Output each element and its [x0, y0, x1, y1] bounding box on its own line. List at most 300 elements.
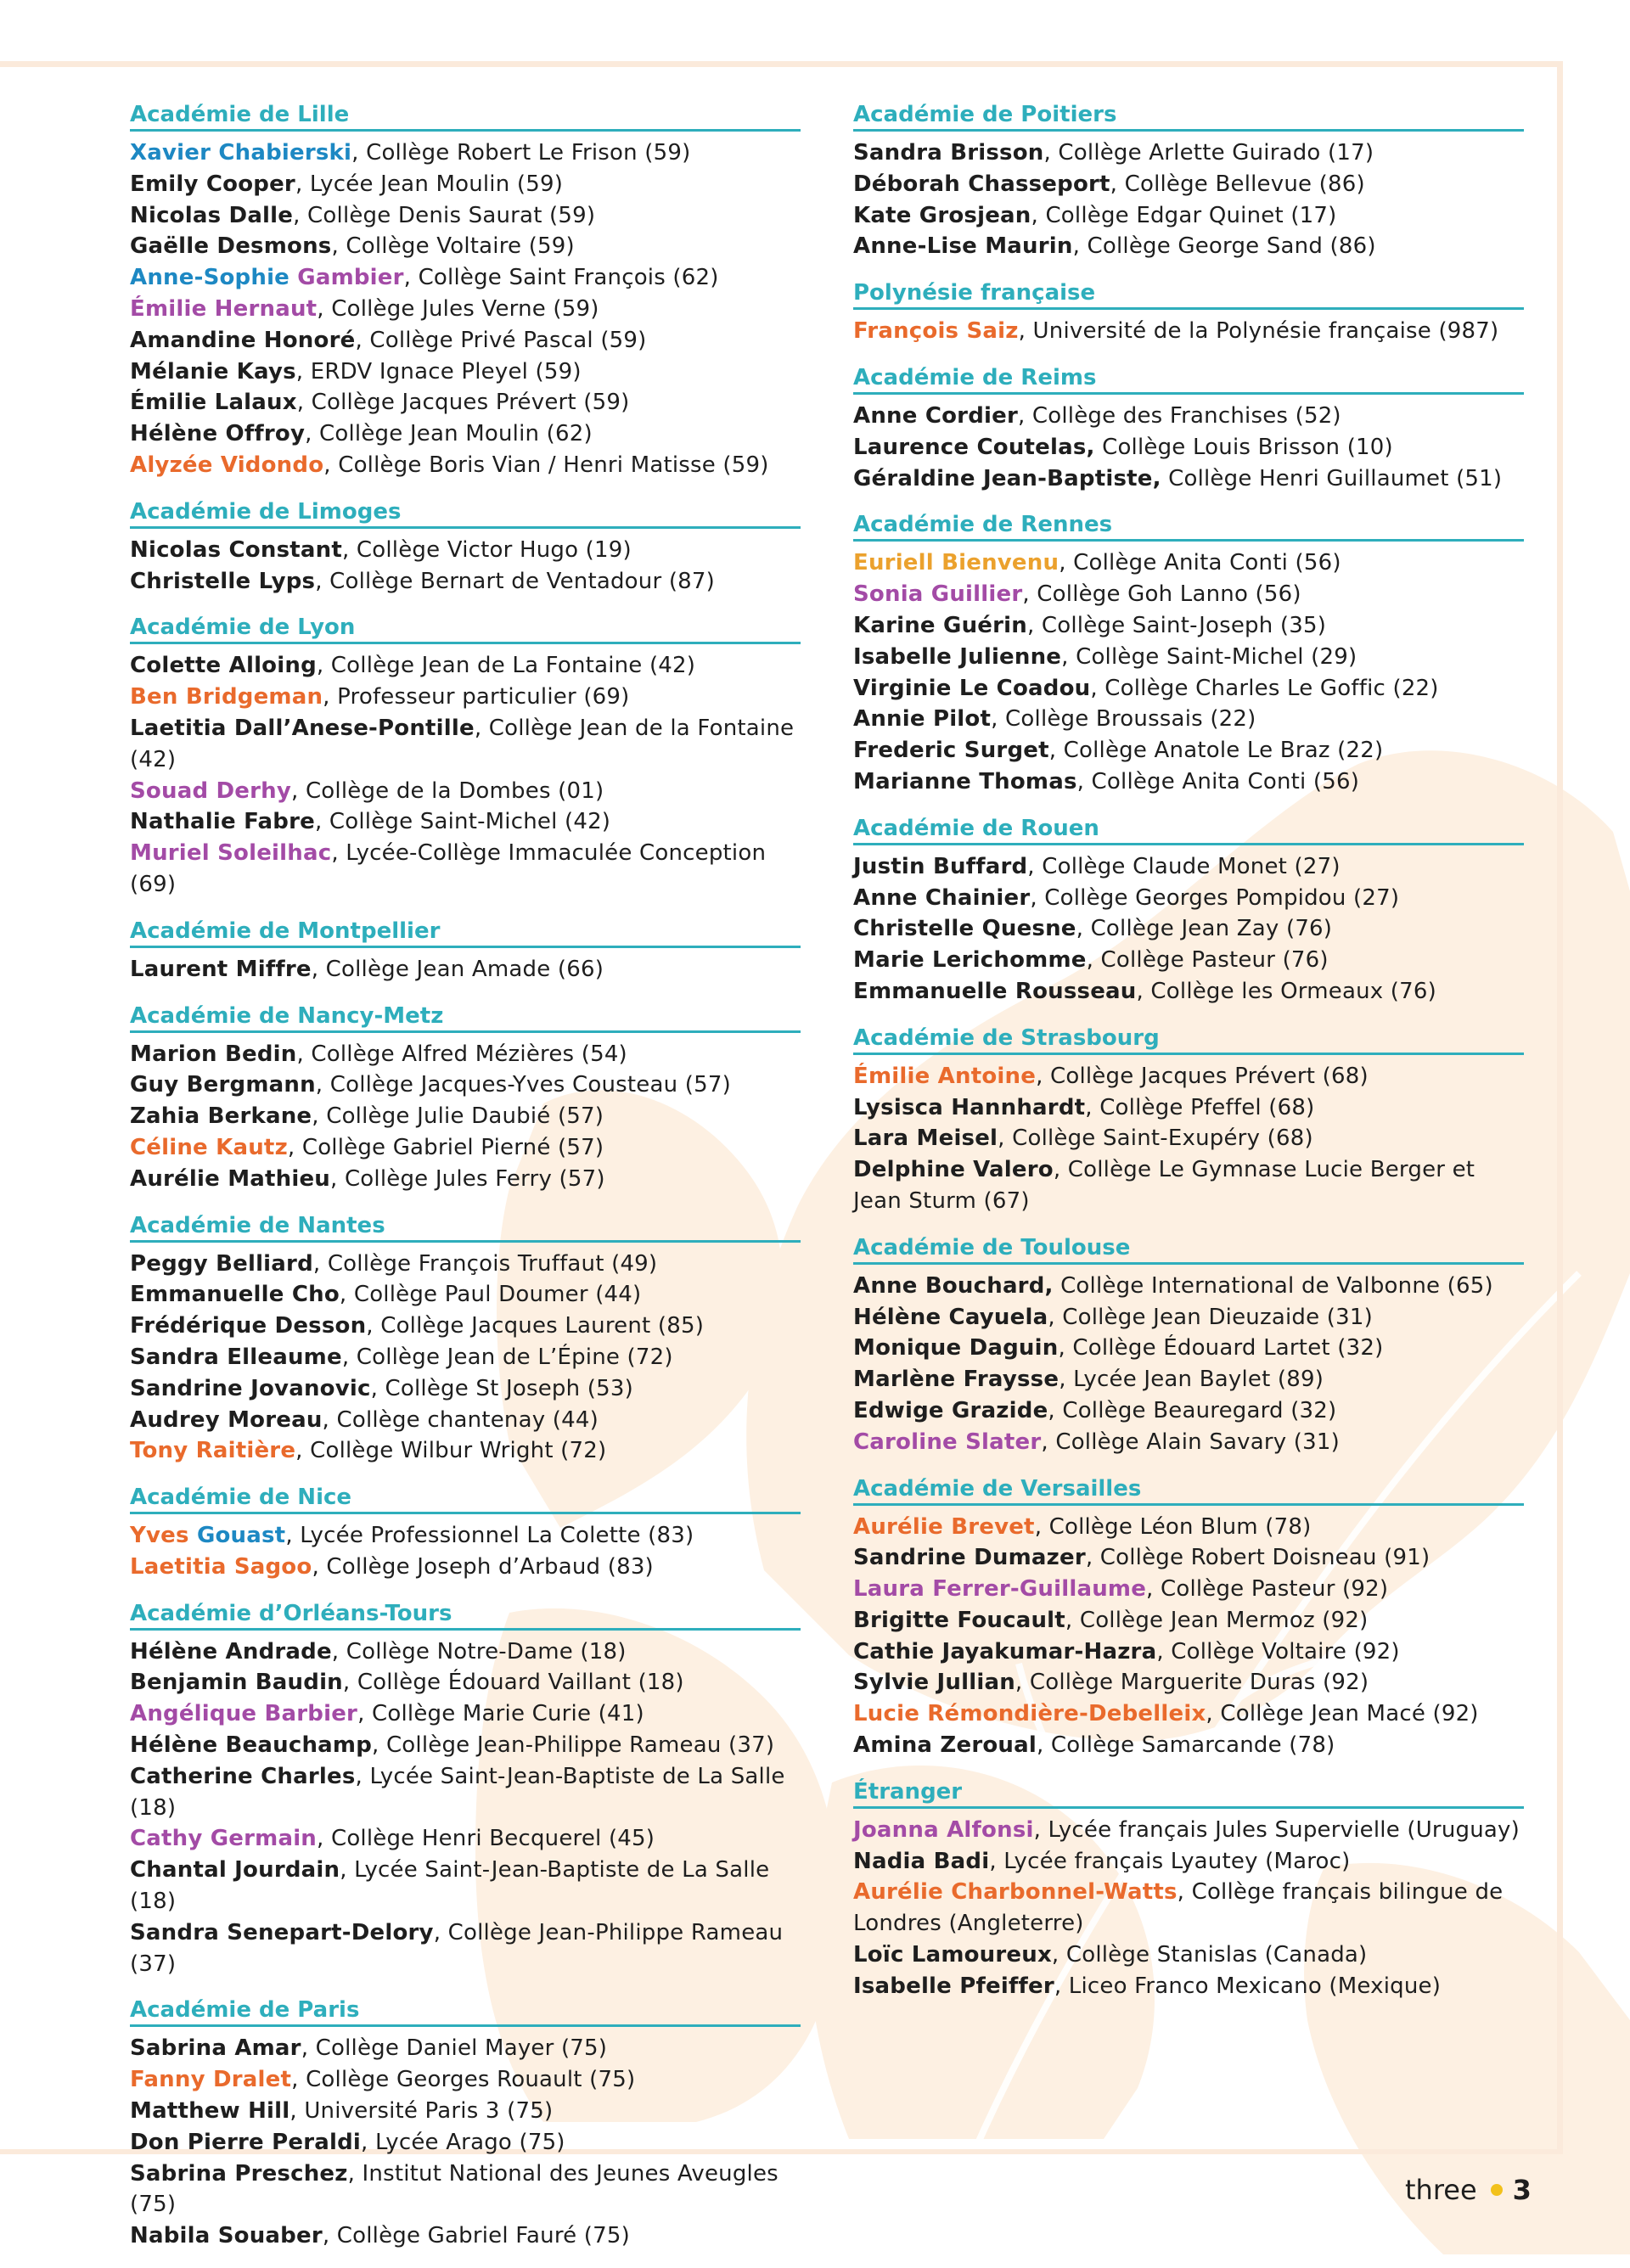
contributor-entry	[130, 1636, 801, 1668]
contributor-entry	[853, 1302, 1524, 1333]
section-title: Académie de Nice	[130, 1483, 801, 1514]
contributor-institution: , Collège Bernart de Ventadour (87)	[315, 568, 715, 594]
contributor-institution: , Institut National des Jeunes Aveugles (75)	[130, 2160, 778, 2218]
contributor-name: Gambier	[297, 265, 404, 291]
contributor-institution: , Collège Édouard Lartet (32)	[1058, 1335, 1384, 1361]
contributor-institution: , Collège Goh Lanno (56)	[1022, 581, 1301, 608]
contributor-name: Laura Ferrer-Guillaume	[853, 1576, 1147, 1603]
contributor-name: Zahia Berkane	[130, 1103, 312, 1130]
contributor-institution: , Collège Pasteur (76)	[1086, 947, 1329, 974]
contributor-name: Frédérique Desson	[130, 1313, 367, 1339]
contributor-institution: , Collège Anita Conti (56)	[1059, 550, 1341, 576]
contributor-entry	[130, 2096, 801, 2127]
contributor-entry	[130, 954, 801, 985]
contributor-entry	[130, 231, 801, 262]
contributor-entry	[853, 579, 1524, 610]
contributor-institution: Collège International de Valbonne (65)	[1053, 1272, 1493, 1299]
contributor-institution: , Collège Jean-Philippe Rameau (37)	[372, 1732, 775, 1759]
contributor-name: Cathy Germain	[130, 1826, 318, 1852]
section-title: Académie de Lyon	[130, 613, 801, 644]
contributor-institution: , Collège Saint François (62)	[403, 265, 719, 291]
page-footer	[1405, 2173, 1532, 2207]
contributor-name: Ben Bridgeman	[130, 684, 323, 710]
contributor-entry	[130, 169, 801, 200]
contributor-name: Nicolas Constant	[130, 536, 342, 563]
contributor-institution: , Collège Jean Amade (66)	[311, 956, 604, 982]
contributor-name: Edwige Grazide	[853, 1397, 1048, 1423]
academy-section	[130, 497, 801, 598]
contributor-entry	[130, 2064, 801, 2096]
contributor-name: Emmanuelle Rousseau	[853, 978, 1137, 1004]
academy-section	[853, 278, 1524, 347]
contributor-name: Nicolas Dalle	[130, 202, 294, 228]
contributor-name: Amina Zeroual	[853, 1732, 1037, 1759]
contributor-institution: , Collège Privé Pascal (59)	[355, 327, 647, 353]
contributor-entry	[853, 945, 1524, 976]
contributor-institution: , Lycée Saint-Jean-Baptiste de La Salle (18)	[130, 1763, 785, 1821]
contributor-institution: , Collège Charles Le Goffic (22)	[1090, 675, 1439, 701]
contributor-name: Benjamin Baudin	[130, 1670, 343, 1696]
contributor-name: Sandra Brisson	[853, 140, 1044, 166]
contributor-name: Virginie Le Coadou	[853, 675, 1091, 701]
contributor-name: Anne-Lise Maurin	[853, 233, 1073, 260]
contributor-name: Anne Cordier	[853, 402, 1018, 429]
section-title: Académie de Strasbourg	[853, 1024, 1524, 1055]
contributor-name: Marlène Fraysse	[853, 1367, 1060, 1393]
contributor-institution: , Liceo Franco Mexicano (Mexique)	[1054, 1973, 1442, 1999]
contributor-name: Angélique Barbier	[130, 1701, 358, 1727]
contributor-institution: , Collège François Truffaut (49)	[312, 1250, 658, 1277]
contributor-name: Christelle Quesne	[853, 916, 1076, 942]
contributor-entry	[853, 1605, 1524, 1636]
contributor-entry	[853, 1092, 1524, 1124]
section-title: Académie de Reims	[853, 363, 1524, 395]
contributor-institution: , Collège Stanislas (Canada)	[1051, 1942, 1368, 1968]
contributor-name: Émilie Lalaux	[130, 390, 297, 416]
contributor-institution: , Collège des Franchises (52)	[1017, 402, 1341, 429]
contributor-entry	[853, 547, 1524, 579]
section-title: Académie de Rouen	[853, 814, 1524, 845]
contributor-entry	[853, 766, 1524, 798]
contributor-name: Emily Cooper	[130, 171, 295, 197]
contributor-entry	[853, 1154, 1524, 1217]
contributor-name: Laurence Coutelas,	[853, 434, 1095, 460]
contributor-entry	[130, 535, 801, 566]
contributor-name: Lara Meisel	[853, 1126, 998, 1152]
contributor-institution: , Lycée Jean Baylet (89)	[1059, 1367, 1324, 1393]
contributor-institution: , Collège français bilingue de Londres (Angleterre)	[853, 1879, 1504, 1937]
academy-section	[853, 1024, 1524, 1217]
academy-section	[130, 1483, 801, 1583]
contributor-institution: , Collège Bellevue (86)	[1110, 171, 1365, 197]
contributor-entry	[853, 883, 1524, 914]
contributor-name: Aurélie Brevet	[853, 1513, 1035, 1540]
contributor-entry	[130, 1249, 801, 1280]
contributor-entry	[130, 1667, 801, 1698]
contributor-institution: , Collège Denis Saurat (59)	[293, 202, 596, 228]
contributor-institution: , Collège St Joseph (53)	[370, 1375, 633, 1401]
contributor-institution: , Collège Boris Vian / Henri Matisse (59)	[323, 452, 769, 478]
contributor-entry	[130, 450, 801, 481]
contributor-entry	[853, 851, 1524, 883]
contributor-name: Aurélie Charbonnel-Watts	[853, 1879, 1178, 1906]
contributor-name: Don Pierre Peraldi	[130, 2129, 362, 2155]
contributor-name: Isabelle Julienne	[853, 643, 1062, 670]
section-title: Académie d’Orléans-Tours	[130, 1599, 801, 1631]
contributor-entry	[130, 1730, 801, 1761]
contributor-entry	[853, 231, 1524, 262]
contributor-entry	[853, 704, 1524, 735]
contributor-name: Marie Lerichomme	[853, 947, 1087, 974]
section-title: Académie de Nantes	[130, 1211, 801, 1243]
contributor-name: Laurent Miffre	[130, 956, 312, 982]
contributor-name: Laetitia Dall’Anese-Pontille	[130, 715, 475, 741]
contributor-entry	[853, 735, 1524, 766]
contributor-institution: , Collège Julie Daubié (57)	[312, 1103, 604, 1130]
contributor-name: Souad Derhy	[130, 778, 292, 804]
contributor-name: Kate Grosjean	[853, 202, 1031, 228]
contributor-name: Déborah Chasseport	[853, 171, 1110, 197]
contributor-name: Émilie Antoine	[853, 1063, 1037, 1089]
academy-section	[853, 1474, 1524, 1761]
contributor-name: Justin Buffard	[853, 853, 1028, 879]
contributor-institution: , Collège Le Gymnase Lucie Berger et Jean Sturm (67)	[853, 1157, 1475, 1214]
section-title: Académie de Rennes	[853, 510, 1524, 542]
contributor-entry	[130, 1101, 801, 1132]
contributor-institution: Collège Louis Brisson (10)	[1094, 434, 1393, 460]
contributor-entry	[130, 1342, 801, 1373]
section-title: Académie de Limoges	[130, 497, 801, 529]
contributor-name: Peggy Belliard	[130, 1250, 313, 1277]
academy-section	[130, 1996, 801, 2252]
contributor-entry	[130, 1855, 801, 1917]
contributor-name: Gouast	[196, 1523, 286, 1549]
contributor-entry	[130, 2220, 801, 2252]
academy-section	[130, 917, 801, 985]
contributor-institution: , Collège Joseph d’Arbaud (83)	[312, 1553, 654, 1580]
contributor-entry	[853, 1271, 1524, 1302]
contributor-institution: Collège Henri Guillaumet (51)	[1161, 465, 1503, 491]
contributor-name: Gaëlle Desmons	[130, 233, 332, 260]
contributor-entry	[130, 1917, 801, 1980]
contributor-institution: , Collège Robert Doisneau (91)	[1085, 1545, 1430, 1571]
section-title: Académie de Versailles	[853, 1474, 1524, 1506]
contributor-institution: , Collège Georges Pompidou (27)	[1030, 884, 1400, 911]
contributor-institution: , Collège Henri Becquerel (45)	[317, 1826, 655, 1852]
contributor-name: Lysisca Hannhardt	[853, 1094, 1086, 1120]
contributor-name: Audrey Moreau	[130, 1406, 323, 1433]
contributor-entry	[853, 463, 1524, 495]
contributor-entry	[130, 2159, 801, 2221]
contributor-entry	[853, 1061, 1524, 1092]
academy-section	[130, 1211, 801, 1468]
contributor-name: Anne-Sophie	[130, 265, 298, 291]
contributor-institution: , Collège Léon Blum (78)	[1034, 1513, 1312, 1540]
contributor-entry	[853, 1846, 1524, 1878]
contributor-institution: , Collège Jules Ferry (57)	[330, 1165, 605, 1192]
contributor-institution: , Collège George Sand (86)	[1072, 233, 1376, 260]
contributor-name: Mélanie Kays	[130, 358, 296, 385]
contributor-institution: , Collège Jules Verne (59)	[317, 295, 599, 322]
contributor-entry	[130, 776, 801, 807]
contributor-name: Sandra Elleaume	[130, 1344, 342, 1370]
contributor-institution: , Collège Jean Macé (92)	[1206, 1701, 1479, 1727]
contributor-name: Hélène Offroy	[130, 421, 306, 447]
contributor-name: Joanna Alfonsi	[853, 1816, 1034, 1843]
contributor-name: Sandrine Dumazer	[853, 1545, 1086, 1571]
footer-dot-icon	[1491, 2184, 1503, 2196]
section-title: Académie de Nancy-Metz	[130, 1002, 801, 1033]
academy-section	[853, 814, 1524, 1008]
contributor-name: Annie Pilot	[853, 706, 992, 733]
contributor-entry	[853, 1123, 1524, 1154]
academy-section	[130, 613, 801, 900]
contributor-institution: , Collège Alain Savary (31)	[1041, 1429, 1340, 1455]
contributor-entry	[130, 1520, 801, 1552]
academy-section	[853, 363, 1524, 494]
contributor-entry	[130, 1552, 801, 1583]
contributor-institution: , Collège Jean Moulin (62)	[305, 421, 593, 447]
contributor-name: Amandine Honoré	[130, 327, 356, 353]
contributor-institution: , Collège Anatole Le Braz (22)	[1048, 738, 1384, 764]
contributor-entry	[853, 976, 1524, 1008]
contributor-entry	[853, 1730, 1524, 1761]
contributor-name: Isabelle Pfeiffer	[853, 1973, 1054, 1999]
contributor-institution: , Collège Gabriel Pierné (57)	[287, 1134, 604, 1160]
contributor-institution: , Collège Arlette Guirado (17)	[1043, 140, 1374, 166]
contributor-institution: , Lycée français Jules Supervielle (Uruguay)	[1033, 1816, 1520, 1843]
contributor-entry	[853, 200, 1524, 232]
academy-section	[130, 100, 801, 481]
section-title: Polynésie française	[853, 278, 1524, 310]
contributor-institution: , Collège Marie Curie (41)	[357, 1701, 644, 1727]
contributor-entry	[853, 1940, 1524, 1971]
contributor-name: Hélène Andrade	[130, 1638, 332, 1665]
section-title: Académie de Toulouse	[853, 1233, 1524, 1265]
contributor-name: Monique Daguin	[853, 1335, 1059, 1361]
contributor-entry	[130, 1698, 801, 1730]
contributor-name: Alyzée Vidondo	[130, 452, 324, 478]
contributor-institution: , Collège Jean Zay (76)	[1076, 916, 1333, 942]
contributor-entry	[853, 1542, 1524, 1574]
contributor-institution: , Collège Victor Hugo (19)	[341, 536, 632, 563]
contributor-institution: , Collège Broussais (22)	[991, 706, 1256, 733]
contributor-institution: , Collège Jean de La Fontaine (42)	[316, 653, 696, 679]
contributor-name: Delphine Valero	[853, 1157, 1054, 1183]
contributor-institution: , Collège de la Dombes (01)	[291, 778, 604, 804]
contributor-name: Caroline Slater	[853, 1429, 1042, 1455]
contributor-entry	[853, 1815, 1524, 1846]
contributor-entry	[853, 432, 1524, 463]
contributor-entry	[130, 806, 801, 838]
contributor-name: Muriel Soleilhac	[130, 840, 332, 867]
contributor-entry	[130, 138, 801, 169]
contributor-institution: , Collège Beauregard (32)	[1048, 1397, 1337, 1423]
contributor-entry	[853, 642, 1524, 673]
contributor-name: Marion Bedin	[130, 1041, 297, 1067]
section-title: Académie de Lille	[130, 100, 801, 132]
contributor-name: Sonia Guillier	[853, 581, 1023, 608]
contributor-institution: , ERDV Ignace Pleyel (59)	[295, 358, 582, 385]
contributor-entry	[130, 1132, 801, 1164]
contributor-name: Nadia Badi	[853, 1848, 990, 1874]
contributor-name: Hélène Beauchamp	[130, 1732, 373, 1759]
contributor-institution: , Collège Jacques Prévert (68)	[1036, 1063, 1369, 1089]
contributor-institution: , Collège Voltaire (92)	[1156, 1638, 1400, 1665]
contributor-name: Géraldine Jean-Baptiste,	[853, 465, 1161, 491]
contributor-institution: , Collège Gabriel Fauré (75)	[322, 2223, 630, 2249]
contributor-entry	[853, 1698, 1524, 1730]
page-frame-right	[1557, 61, 1563, 2154]
contributor-entry	[130, 1435, 801, 1467]
contributor-entry	[130, 713, 801, 776]
contributor-entry	[853, 1667, 1524, 1698]
contributor-institution: , Collège Édouard Vaillant (18)	[342, 1670, 684, 1696]
contributor-name: François Saiz	[853, 318, 1019, 345]
contributor-institution: , Collège Jean de L’Épine (72)	[341, 1344, 673, 1370]
contributor-name: Colette Alloing	[130, 653, 317, 679]
section-title: Académie de Montpellier	[130, 917, 801, 948]
contributor-entry	[853, 1512, 1524, 1543]
section-title: Étranger	[853, 1777, 1524, 1809]
contributor-name: Sabrina Amar	[130, 2035, 301, 2062]
contributor-entry	[130, 1069, 801, 1101]
contributor-name: Anne Chainier	[853, 884, 1031, 911]
contributor-name: Émilie Hernaut	[130, 295, 318, 322]
contributor-name: Karine Guérin	[853, 612, 1027, 638]
right-column	[853, 100, 1524, 2018]
contributor-entry	[853, 1574, 1524, 1605]
contributor-institution: , Collège les Ormeaux (76)	[1136, 978, 1436, 1004]
contributor-institution: , Lycée-Collège Immaculée Conception (69)	[130, 840, 767, 897]
contributor-name: Fanny Dralet	[130, 2067, 292, 2093]
contributor-institution: , Collège Jean Mermoz (92)	[1065, 1607, 1369, 1633]
contributor-name: Tony Raitière	[130, 1438, 296, 1464]
contributor-entry	[853, 1333, 1524, 1364]
contributor-institution: , Collège Marguerite Duras (92)	[1015, 1670, 1369, 1696]
contributor-institution: , Collège Saint-Exupéry (68)	[998, 1126, 1313, 1152]
contributor-institution: , Collège Claude Monet (27)	[1027, 853, 1341, 879]
contributor-entry	[853, 1427, 1524, 1458]
contributor-entry	[130, 418, 801, 450]
footer-label: three	[1405, 2174, 1477, 2206]
contributor-institution: , Collège Anita Conti (56)	[1076, 768, 1360, 794]
contributor-entry	[130, 325, 801, 356]
contributor-entry	[130, 1823, 801, 1855]
contributor-entry	[853, 169, 1524, 200]
contributor-name: Guy Bergmann	[130, 1072, 316, 1098]
contributor-institution: , Collège Jean Dieuzaide (31)	[1048, 1304, 1373, 1330]
contributor-institution: , Collège Jean-Philippe Rameau (37)	[130, 1919, 784, 1977]
contributor-institution: , Collège Edgar Quinet (17)	[1031, 202, 1337, 228]
academy-section	[853, 1777, 1524, 2002]
contributor-entry	[130, 1311, 801, 1342]
contributor-name: Yves	[130, 1523, 197, 1549]
contributor-name: Aurélie Mathieu	[130, 1165, 331, 1192]
contributor-entry	[853, 401, 1524, 432]
contributor-name: Anne Bouchard,	[853, 1272, 1054, 1299]
contributor-institution: , Collège Alfred Mézières (54)	[296, 1041, 627, 1067]
contributor-entry	[130, 650, 801, 682]
contributor-name: Hélène Cayuela	[853, 1304, 1048, 1330]
contributor-entry	[130, 2033, 801, 2064]
contributor-name: Chantal Jourdain	[130, 1857, 340, 1883]
contributor-institution: , Collège Notre-Dame (18)	[331, 1638, 627, 1665]
contributor-entry	[130, 387, 801, 418]
contributor-institution: , Collège Voltaire (59)	[331, 233, 575, 260]
contributor-institution: , Lycée français Lyautey (Maroc)	[989, 1848, 1351, 1874]
left-column	[130, 100, 801, 2268]
contributor-name: Lucie Rémondière-Debelleix	[853, 1701, 1206, 1727]
contributor-entry	[853, 138, 1524, 169]
contributor-entry	[130, 566, 801, 598]
contributor-institution: , Collège Jacques Laurent (85)	[366, 1313, 705, 1339]
contributor-institution: , Collège Pasteur (92)	[1146, 1576, 1389, 1603]
academy-section	[130, 1002, 801, 1195]
contributor-institution: , Lycée Saint-Jean-Baptiste de La Salle (18)	[130, 1857, 770, 1915]
contributor-institution: , Lycée Jean Moulin (59)	[295, 171, 564, 197]
contributor-name: Sabrina Preschez	[130, 2160, 348, 2187]
contributor-entry	[130, 2127, 801, 2159]
contributor-institution: , Collège Wilbur Wright (72)	[295, 1438, 607, 1464]
contributor-entry	[853, 1971, 1524, 2002]
contributor-name: Céline Kautz	[130, 1134, 288, 1160]
contributor-entry	[853, 316, 1524, 347]
contributor-entry	[853, 1877, 1524, 1940]
contributor-institution: , Collège Saint-Joseph (35)	[1026, 612, 1327, 638]
contributor-entry	[130, 838, 801, 901]
contributor-entry	[130, 1039, 801, 1070]
contributor-name: Sandra Senepart-Delory	[130, 1919, 434, 1945]
contributor-institution: , Collège Daniel Mayer (75)	[301, 2035, 608, 2062]
contributor-institution: , Lycée Arago (75)	[361, 2129, 565, 2155]
contributor-entry	[130, 1279, 801, 1311]
contributor-entry	[130, 294, 801, 325]
contributor-entry	[853, 1364, 1524, 1395]
academy-section	[853, 1233, 1524, 1458]
contributor-name: Brigitte Foucault	[853, 1607, 1065, 1633]
contributor-name: Matthew Hill	[130, 2098, 290, 2125]
contributor-entry	[130, 1405, 801, 1436]
contributor-name: Nabila Souaber	[130, 2223, 323, 2249]
academy-section	[130, 1599, 801, 1980]
contributor-entry	[130, 262, 801, 294]
page-frame-top	[0, 61, 1560, 67]
contributor-name: Cathie Jayakumar-Hazra	[853, 1638, 1157, 1665]
contributor-name: Catherine Charles	[130, 1763, 356, 1789]
contributor-entry	[130, 200, 801, 232]
contributor-institution: , Collège chantenay (44)	[322, 1406, 599, 1433]
contributor-entry	[853, 1636, 1524, 1668]
contributor-institution: , Collège Jacques-Yves Cousteau (57)	[315, 1072, 731, 1098]
contributor-name: Xavier Chabierski	[130, 140, 352, 166]
contributor-institution: , Université Paris 3 (75)	[289, 2098, 554, 2125]
contributor-entry	[853, 673, 1524, 705]
contributor-institution: , Collège Saint-Michel (42)	[314, 809, 611, 835]
contributor-entry	[853, 1395, 1524, 1427]
contributor-institution: , Collège Samarcande (78)	[1036, 1732, 1335, 1759]
contributor-institution: , Collège Jacques Prévert (59)	[296, 390, 630, 416]
contributor-entry	[130, 356, 801, 388]
contributor-institution: , Université de la Polynésie française (987)	[1018, 318, 1499, 345]
contributor-institution: , Collège Pfeffel (68)	[1085, 1094, 1315, 1120]
contributor-entry	[130, 682, 801, 713]
contributor-institution: , Collège Jean de la Fontaine (42)	[130, 715, 795, 772]
contributor-institution: , Collège Robert Le Frison (59)	[351, 140, 691, 166]
contributor-name: Frederic Surget	[853, 738, 1049, 764]
contributor-institution: , Lycée Professionnel La Colette (83)	[285, 1523, 694, 1549]
contributor-institution: , Professeur particulier (69)	[323, 684, 630, 710]
